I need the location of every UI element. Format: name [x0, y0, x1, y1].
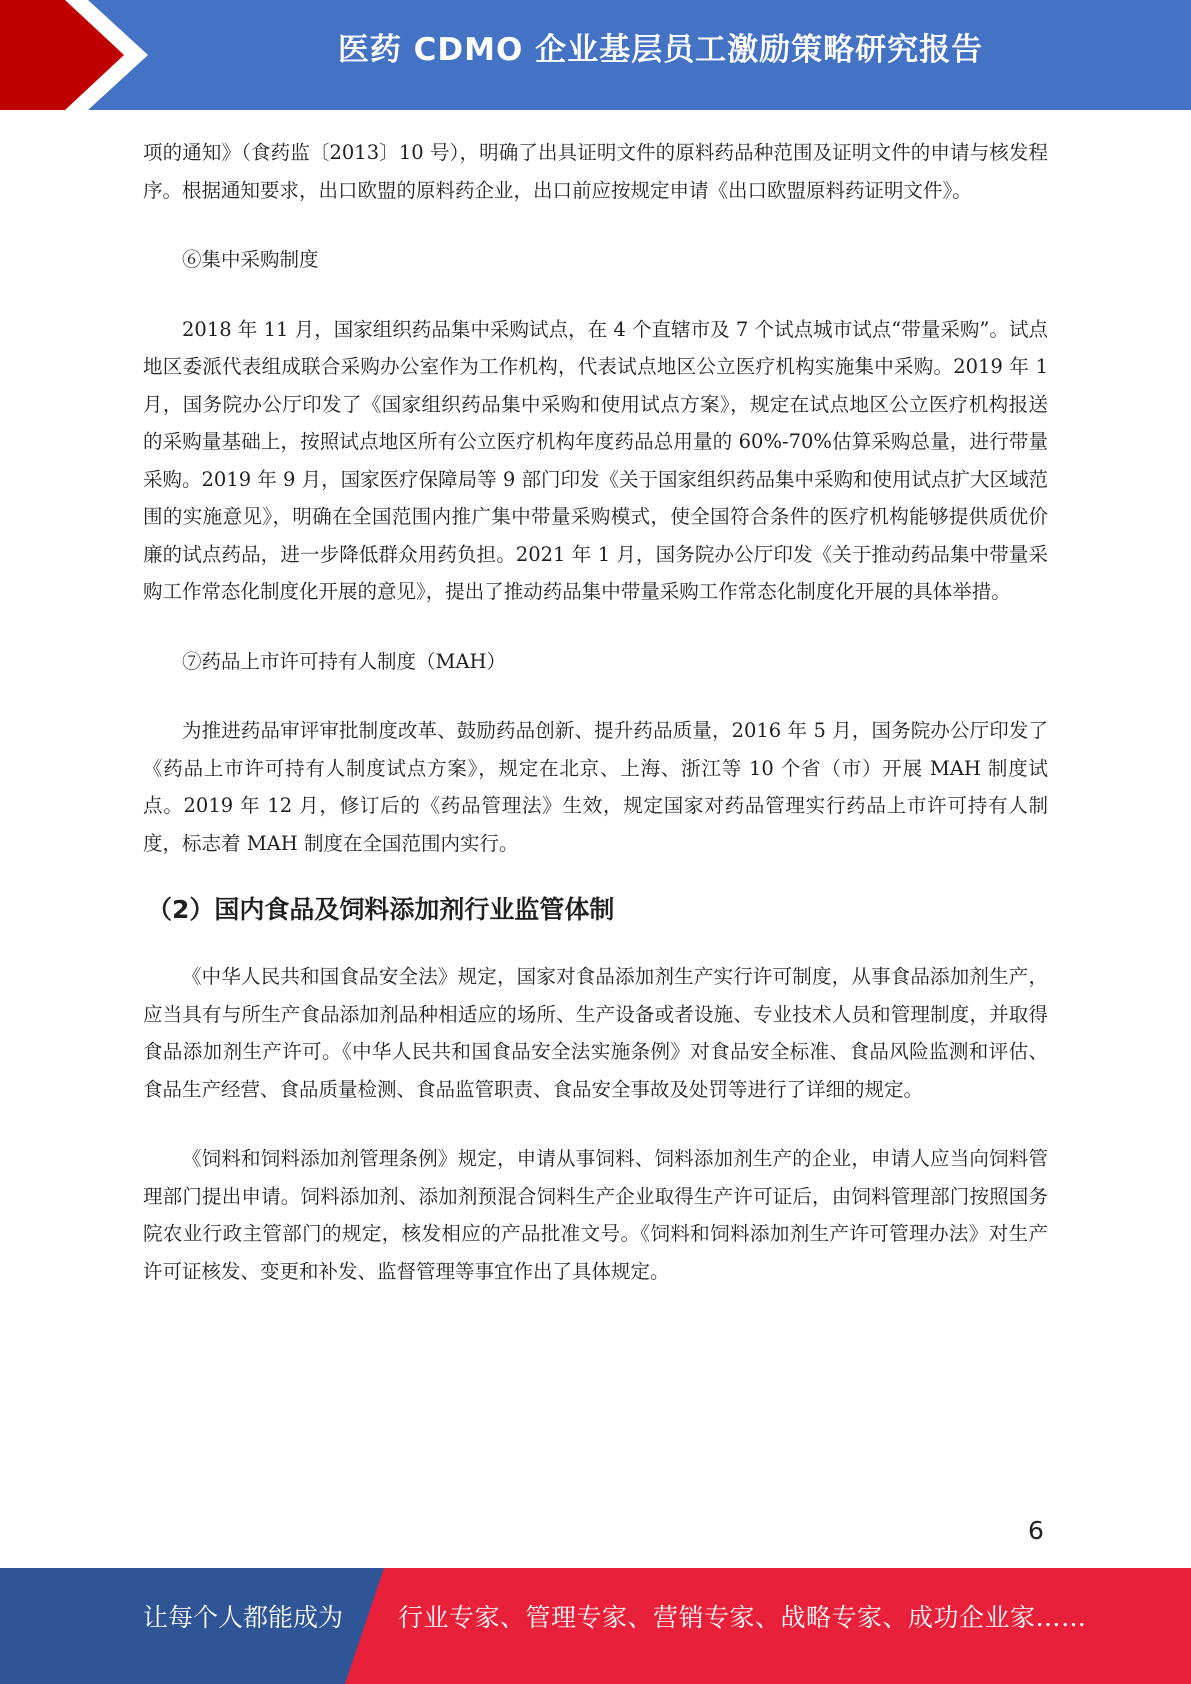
paragraph-procurement: 2018 年 11 月，国家组织药品集中采购试点，在 4 个直辖市及 7 个试点城市试点“带量采购”。试点地区委派代表组成联合采购办公室作为工作机构，代表试点地区公立医疗机构实施集中采购。2019 年 1 月，国务院办公厅印发了《国家组织药品集中采购和使用试点方案》，规定在试点地区公立医疗机构报送的采购量基础上，按照试点地区所有公立医疗机构年度药品总用量的 60%-70%估算采购总量，进行带量采购。2019 年 9 月，国家医疗保障局等 9 部门印发《关于国家组织药品集中采购和使用试点扩大区域范围的实施意见》，明确在全国范围内推广集中带量采购模式，使全国符合条件的医疗机构能够提供质优价廉的试点药品，进一步降低群众用药负担。2021 年 1 月，国务院办公厅印发《关于推动药品集中带量采购工作常态化制度化开展的意见》，提出了推动药品集中带量采购工作常态化制度化开展的具体举措。: [143, 317, 1048, 603]
page-header: [0, 0, 1191, 110]
subheading-centralized-procurement: ⑥集中采购制度: [182, 248, 319, 271]
page-content: [143, 134, 1048, 1290]
page-number: 6: [1028, 1516, 1044, 1545]
footer-slogan-left: 让每个人都能成为: [143, 1603, 344, 1632]
page-footer: [0, 1568, 1191, 1684]
subheading-mah: ⑦药品上市许可持有人制度（MAH）: [182, 649, 507, 673]
header-arrow-decoration: [0, 0, 160, 110]
paragraph-continued: 项的通知》（食药监〔2013〕10 号），明确了出具证明文件的原料药品种范围及证明文件的申请与核发程序。根据通知要求，出口欧盟的原料药企业，出口前应按规定申请《出口欧盟原料药证明文件》。: [143, 141, 1048, 202]
footer-slogan-right: 行业专家、管理专家、营销专家、战略专家、成功企业家……: [398, 1603, 1087, 1632]
paragraph-feed-regulation: 《饲料和饲料添加剂管理条例》规定，申请从事饲料、饲料添加剂生产的企业，申请人应当向饲料管理部门提出申请。饲料添加剂、添加剂预混合饲料生产企业取得生产许可证后，由饲料管理部门按照国务院农业行政主管部门的规定，核发相应的产品批准文号。《饲料和饲料添加剂生产许可管理办法》对生产许可证核发、变更和补发、监督管理等事宜作出了具体规定。: [143, 1147, 1048, 1283]
section-heading-food-feed: （2）国内食品及饲料添加剂行业监管体制: [147, 895, 615, 924]
paragraph-mah: 为推进药品审评审批制度改革、鼓励药品创新、提升药品质量，2016 年 5 月，国务院办公厅印发了《药品上市许可持有人制度试点方案》，规定在北京、上海、浙江等 10 个省（市）开展 MAH 制度试点。2019 年 12 月，修订后的《药品管理法》生效，规定国家对药品管理实行药品上市许可持有人制度，标志着 MAH 制度在全国范围内实行。: [143, 719, 1048, 855]
report-title: 医药 CDMO 企业基层员工激励策略研究报告: [337, 32, 984, 68]
paragraph-food-safety-law: 《中华人民共和国食品安全法》规定，国家对食品添加剂生产实行许可制度，从事食品添加剂生产，应当具有与所生产食品添加剂品种相适应的场所、生产设备或者设施、专业技术人员和管理制度，并取得食品添加剂生产许可。《中华人民共和国食品安全法实施条例》对食品安全标准、食品风险监测和评估、食品生产经营、食品质量检测、食品监管职责、食品安全事故及处罚等进行了详细的规定。: [143, 965, 1048, 1101]
